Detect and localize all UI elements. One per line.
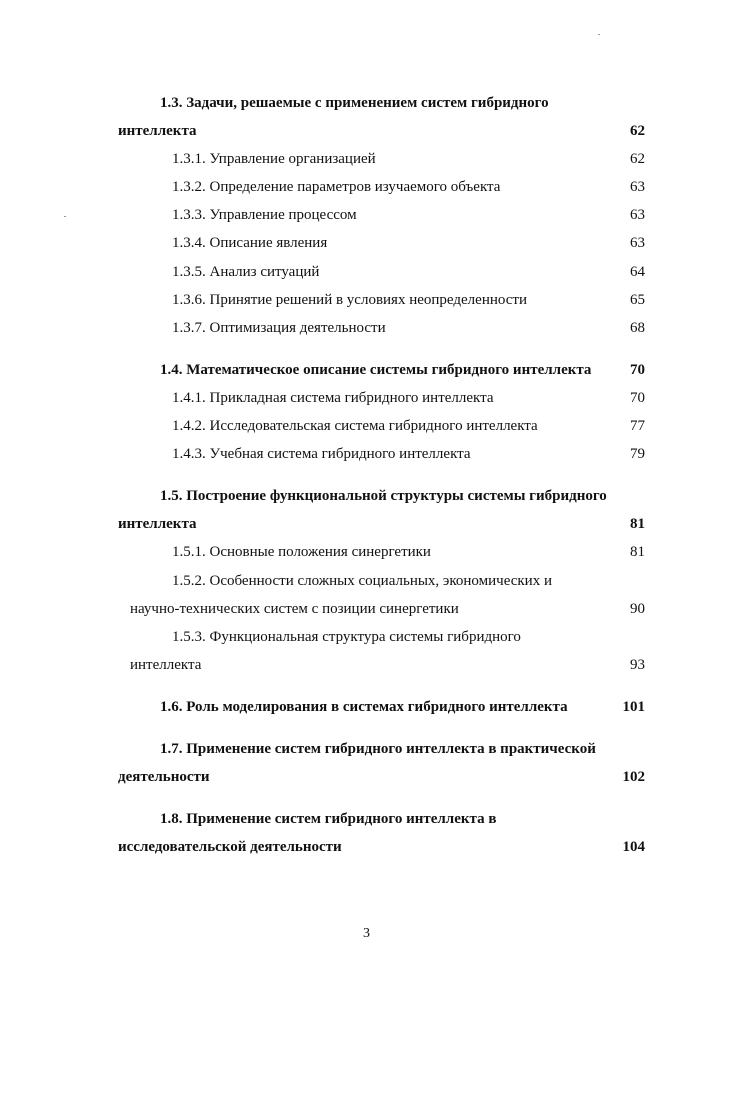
toc-item-1-5-1-page: 81 (630, 544, 645, 560)
toc-item-1-3-1: 1.3.1. Управление организацией (172, 151, 376, 167)
toc-section-1-7-page: 102 (622, 769, 645, 785)
toc-item-1-5-3-page: 93 (630, 657, 645, 673)
toc-item-1-3-4: 1.3.4. Описание явления (172, 235, 328, 251)
toc-section-1-8-page: 104 (622, 839, 645, 855)
toc-section-1-5-title-cont: интеллекта (118, 516, 197, 532)
scan-speck (64, 216, 66, 217)
toc-item-1-3-3: 1.3.3. Управление процессом (172, 207, 357, 223)
toc-section-1-8-title-cont: исследовательской деятельности (118, 839, 342, 855)
toc-section-1-6-page: 101 (622, 699, 645, 715)
toc-item-1-3-7-page: 68 (630, 320, 645, 336)
toc-item-1-3-7: 1.3.7. Оптимизация деятельности (172, 320, 386, 336)
page-number: 3 (363, 926, 370, 941)
toc-section-1-8-title: 1.8. Применение систем гибридного интеллекта в (160, 811, 497, 827)
toc-section-1-4-title: 1.4. Математическое описание системы гибридного интеллекта (160, 362, 592, 378)
toc-item-1-3-5: 1.3.5. Анализ ситуаций (172, 264, 320, 280)
toc-item-1-3-6-page: 65 (630, 292, 645, 308)
toc-item-1-3-5-page: 64 (630, 264, 645, 280)
toc-item-1-3-3-page: 63 (630, 207, 645, 223)
toc-item-1-3-2: 1.3.2. Определение параметров изучаемого объекта (172, 179, 501, 195)
toc-section-1-3-title-cont: интеллекта (118, 123, 197, 139)
toc-section-1-6-title: 1.6. Роль моделирования в системах гибридного интеллекта (160, 699, 568, 715)
toc-section-1-5-page: 81 (630, 516, 645, 532)
toc-item-1-4-1: 1.4.1. Прикладная система гибридного интеллекта (172, 390, 494, 406)
toc-section-1-7-title: 1.7. Применение систем гибридного интеллекта в практической (160, 741, 596, 757)
toc-section-1-3-page: 62 (630, 123, 645, 139)
toc-item-1-5-1: 1.5.1. Основные положения синергетики (172, 544, 431, 560)
toc-item-1-3-6: 1.3.6. Принятие решений в условиях неопределенности (172, 292, 527, 308)
toc-item-1-5-2-cont: научно-технических систем с позиции синергетики (130, 601, 459, 617)
toc-item-1-4-3: 1.4.3. Учебная система гибридного интеллекта (172, 446, 471, 462)
toc-item-1-3-2-page: 63 (630, 179, 645, 195)
toc-section-1-3-title: 1.3. Задачи, решаемые с применением систем гибридного (160, 95, 549, 111)
toc-item-1-5-2: 1.5.2. Особенности сложных социальных, экономических и (172, 573, 552, 589)
toc-item-1-4-3-page: 79 (630, 446, 645, 462)
toc-item-1-5-3-cont: интеллекта (130, 657, 202, 673)
toc-item-1-3-1-page: 62 (630, 151, 645, 167)
toc-item-1-5-2-page: 90 (630, 601, 645, 617)
toc-section-1-4-page: 70 (630, 362, 645, 378)
toc-section-1-7-title-cont: деятельности (118, 769, 210, 785)
toc-section-1-5-title: 1.5. Построение функциональной структуры системы гибридного (160, 488, 607, 504)
scan-speck (598, 34, 600, 35)
toc-item-1-4-2: 1.4.2. Исследовательская система гибридного интеллекта (172, 418, 538, 434)
toc-item-1-5-3: 1.5.3. Функциональная структура системы гибридного (172, 629, 521, 645)
toc-item-1-3-4-page: 63 (630, 235, 645, 251)
toc-item-1-4-1-page: 70 (630, 390, 645, 406)
toc-item-1-4-2-page: 77 (630, 418, 645, 434)
